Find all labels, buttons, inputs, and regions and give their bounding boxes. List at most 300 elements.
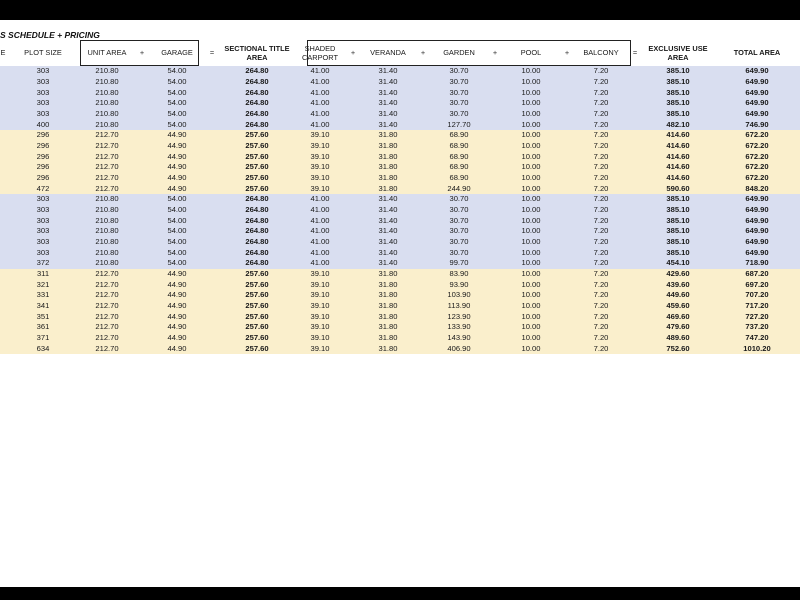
pool-cell: 10.00	[502, 162, 560, 173]
table-row	[0, 119, 800, 130]
operator-spacer-cell	[628, 322, 642, 333]
pool-cell: 10.00	[502, 130, 560, 141]
shaded-carport-cell: 39.10	[294, 343, 346, 354]
operator-spacer-cell	[628, 215, 642, 226]
operator-spacer-cell	[134, 98, 150, 109]
veranda-cell: 31.40	[360, 226, 416, 237]
table-row	[0, 226, 800, 237]
exclusive-use-area-cell: 385.10	[642, 109, 714, 120]
operator-spacer-cell	[628, 290, 642, 301]
operator-spacer-cell	[488, 215, 502, 226]
operator-spacer-cell	[560, 119, 574, 130]
shaded-carport-cell: 39.10	[294, 162, 346, 173]
garden-cell: 30.70	[430, 87, 488, 98]
balcony-cell: 7.20	[574, 322, 628, 333]
operator-spacer-cell	[204, 279, 220, 290]
operator-spacer-cell	[560, 141, 574, 152]
plot-size-cell: 303	[6, 109, 80, 120]
sectional-title-area-cell: 264.80	[220, 215, 294, 226]
operator-spacer-cell	[488, 98, 502, 109]
garden-cell: 30.70	[430, 77, 488, 88]
garden-cell: 83.90	[430, 269, 488, 280]
operator-spacer-cell	[416, 141, 430, 152]
veranda-cell: 31.40	[360, 258, 416, 269]
unit-area-cell: 210.80	[80, 66, 134, 77]
operator-spacer-cell	[488, 119, 502, 130]
operator-spacer-cell	[560, 301, 574, 312]
plot-size-cell: 331	[6, 290, 80, 301]
exclusive-use-area-cell: 385.10	[642, 77, 714, 88]
shaded-carport-cell: 41.00	[294, 205, 346, 216]
veranda-cell: 31.40	[360, 119, 416, 130]
garage-cell: 44.90	[150, 279, 204, 290]
operator-spacer-cell	[204, 247, 220, 258]
veranda-cell: 31.80	[360, 290, 416, 301]
balcony-cell: 7.20	[574, 311, 628, 322]
unit-area-cell: 212.70	[80, 269, 134, 280]
schedule-body	[0, 66, 800, 354]
plot-size-cell: 303	[6, 247, 80, 258]
garden-cell: 406.90	[430, 343, 488, 354]
veranda-cell: 31.80	[360, 162, 416, 173]
operator-spacer-cell	[134, 173, 150, 184]
total-area-cell: 717.20	[714, 301, 800, 312]
operator-spacer-cell	[488, 333, 502, 344]
header-plot-size: PLOT SIZE	[24, 48, 62, 58]
exclusive-use-area-cell: 482.10	[642, 119, 714, 130]
operator-spacer-cell	[488, 205, 502, 216]
balcony-cell: 7.20	[574, 162, 628, 173]
garden-cell: 68.90	[430, 141, 488, 152]
plot-size-cell: 296	[6, 173, 80, 184]
veranda-cell: 31.80	[360, 301, 416, 312]
exclusive-use-area-cell: 414.60	[642, 173, 714, 184]
shaded-carport-cell: 39.10	[294, 269, 346, 280]
operator-spacer-cell	[628, 119, 642, 130]
table-row	[0, 247, 800, 258]
table-row	[0, 151, 800, 162]
operator-spacer-cell	[560, 247, 574, 258]
balcony-cell: 7.20	[574, 141, 628, 152]
exclusive-use-area-cell: 439.60	[642, 279, 714, 290]
operator-spacer-cell	[628, 247, 642, 258]
balcony-cell: 7.20	[574, 290, 628, 301]
operator-spacer-cell	[346, 77, 360, 88]
operator-spacer-cell	[628, 301, 642, 312]
garden-cell: 30.70	[430, 109, 488, 120]
table-row	[0, 290, 800, 301]
balcony-cell: 7.20	[574, 333, 628, 344]
sectional-title-area-cell: 264.80	[220, 237, 294, 248]
table-row	[0, 183, 800, 194]
plot-size-cell: 321	[6, 279, 80, 290]
balcony-cell: 7.20	[574, 173, 628, 184]
plot-size-cell: 351	[6, 311, 80, 322]
table-row	[0, 311, 800, 322]
total-area-cell: 672.20	[714, 130, 800, 141]
table-row	[0, 258, 800, 269]
operator-spacer-cell	[346, 130, 360, 141]
operator-spacer-cell	[416, 173, 430, 184]
pool-cell: 10.00	[502, 98, 560, 109]
operator-spacer-cell	[416, 194, 430, 205]
total-area-cell: 746.90	[714, 119, 800, 130]
garden-cell: 68.90	[430, 162, 488, 173]
operator-spacer-cell	[560, 87, 574, 98]
unit-area-cell: 210.80	[80, 98, 134, 109]
operator-spacer-cell	[134, 109, 150, 120]
plot-size-cell: 303	[6, 226, 80, 237]
exclusive-use-area-cell: 385.10	[642, 66, 714, 77]
garden-cell: 143.90	[430, 333, 488, 344]
shaded-carport-cell: 41.00	[294, 109, 346, 120]
operator-spacer-cell	[346, 269, 360, 280]
veranda-cell: 31.80	[360, 141, 416, 152]
operator-spacer-cell	[134, 333, 150, 344]
operator-spacer-cell	[346, 205, 360, 216]
exclusive-use-area-cell: 414.60	[642, 162, 714, 173]
operator-spacer-cell	[134, 77, 150, 88]
table-row	[0, 130, 800, 141]
unit-area-cell: 210.80	[80, 87, 134, 98]
balcony-cell: 7.20	[574, 343, 628, 354]
operator-spacer-cell	[416, 215, 430, 226]
operator-spacer-cell	[346, 247, 360, 258]
garden-cell: 68.90	[430, 130, 488, 141]
operator-spacer-cell	[204, 333, 220, 344]
total-area-cell: 718.90	[714, 258, 800, 269]
garden-cell: 244.90	[430, 183, 488, 194]
schedule-table	[0, 40, 800, 354]
operator-spacer-cell	[416, 311, 430, 322]
pool-cell: 10.00	[502, 141, 560, 152]
operator-spacer-cell	[560, 77, 574, 88]
veranda-cell: 31.80	[360, 333, 416, 344]
operator-spacer-cell	[204, 215, 220, 226]
operator-spacer-cell	[134, 205, 150, 216]
operator-spacer-cell	[416, 226, 430, 237]
garage-cell: 44.90	[150, 162, 204, 173]
operator-spacer-cell	[346, 141, 360, 152]
header-plus-operator: +	[350, 48, 356, 58]
exclusive-use-area-cell: 385.10	[642, 87, 714, 98]
shaded-carport-cell: 41.00	[294, 119, 346, 130]
sectional-title-area-cell: 257.60	[220, 151, 294, 162]
shaded-carport-cell: 39.10	[294, 151, 346, 162]
plot-size-cell: 296	[6, 162, 80, 173]
operator-spacer-cell	[560, 205, 574, 216]
operator-spacer-cell	[560, 183, 574, 194]
operator-spacer-cell	[134, 301, 150, 312]
pool-cell: 10.00	[502, 311, 560, 322]
operator-spacer-cell	[488, 301, 502, 312]
operator-spacer-cell	[416, 205, 430, 216]
sectional-title-area-cell: 257.60	[220, 290, 294, 301]
operator-spacer-cell	[560, 194, 574, 205]
veranda-cell: 31.40	[360, 109, 416, 120]
operator-spacer-cell	[204, 151, 220, 162]
plot-size-cell: 296	[6, 141, 80, 152]
shaded-carport-cell: 41.00	[294, 247, 346, 258]
garage-cell: 44.90	[150, 141, 204, 152]
balcony-cell: 7.20	[574, 269, 628, 280]
balcony-cell: 7.20	[574, 151, 628, 162]
operator-spacer-cell	[560, 151, 574, 162]
header-plus-operator: +	[564, 48, 570, 58]
sectional-title-area-cell: 264.80	[220, 77, 294, 88]
shaded-carport-cell: 39.10	[294, 141, 346, 152]
table-row	[0, 301, 800, 312]
garden-cell: 99.70	[430, 258, 488, 269]
pool-cell: 10.00	[502, 183, 560, 194]
operator-spacer-cell	[204, 119, 220, 130]
sectional-title-area-cell: 264.80	[220, 66, 294, 77]
operator-spacer-cell	[560, 215, 574, 226]
garage-cell: 54.00	[150, 205, 204, 216]
plot-size-cell: 303	[6, 205, 80, 216]
sectional-title-area-cell: 257.60	[220, 279, 294, 290]
garden-cell: 103.90	[430, 290, 488, 301]
operator-spacer-cell	[134, 290, 150, 301]
operator-spacer-cell	[204, 290, 220, 301]
total-area-cell: 697.20	[714, 279, 800, 290]
operator-spacer-cell	[346, 322, 360, 333]
operator-spacer-cell	[134, 247, 150, 258]
operator-spacer-cell	[560, 290, 574, 301]
total-area-cell: 727.20	[714, 311, 800, 322]
operator-spacer-cell	[346, 162, 360, 173]
sectional-title-area-cell: 257.60	[220, 333, 294, 344]
operator-spacer-cell	[134, 183, 150, 194]
sectional-title-area-cell: 264.80	[220, 258, 294, 269]
table-row	[0, 333, 800, 344]
sectional-title-area-cell: 257.60	[220, 162, 294, 173]
pool-cell: 10.00	[502, 77, 560, 88]
total-area-cell: 649.90	[714, 66, 800, 77]
shaded-carport-cell: 39.10	[294, 333, 346, 344]
shaded-carport-cell: 41.00	[294, 226, 346, 237]
operator-spacer-cell	[488, 87, 502, 98]
operator-spacer-cell	[134, 343, 150, 354]
balcony-cell: 7.20	[574, 279, 628, 290]
operator-spacer-cell	[560, 311, 574, 322]
pool-cell: 10.00	[502, 119, 560, 130]
shaded-carport-cell: 41.00	[294, 66, 346, 77]
pool-cell: 10.00	[502, 279, 560, 290]
operator-spacer-cell	[488, 258, 502, 269]
garage-cell: 44.90	[150, 290, 204, 301]
operator-spacer-cell	[628, 279, 642, 290]
balcony-cell: 7.20	[574, 205, 628, 216]
operator-spacer-cell	[204, 301, 220, 312]
operator-spacer-cell	[560, 343, 574, 354]
garage-cell: 44.90	[150, 183, 204, 194]
page-title: S SCHEDULE + PRICING	[0, 30, 100, 40]
operator-spacer-cell	[560, 98, 574, 109]
pool-cell: 10.00	[502, 226, 560, 237]
table-row	[0, 205, 800, 216]
operator-spacer-cell	[204, 87, 220, 98]
veranda-cell: 31.40	[360, 194, 416, 205]
shaded-carport-cell: 41.00	[294, 194, 346, 205]
garage-cell: 44.90	[150, 311, 204, 322]
garage-cell: 44.90	[150, 151, 204, 162]
operator-spacer-cell	[416, 183, 430, 194]
unit-area-cell: 210.80	[80, 194, 134, 205]
garage-cell: 54.00	[150, 247, 204, 258]
operator-spacer-cell	[628, 269, 642, 280]
balcony-cell: 7.20	[574, 87, 628, 98]
pool-cell: 10.00	[502, 109, 560, 120]
operator-spacer-cell	[416, 130, 430, 141]
exclusive-use-area-cell: 479.60	[642, 322, 714, 333]
total-area-cell: 672.20	[714, 141, 800, 152]
balcony-cell: 7.20	[574, 98, 628, 109]
veranda-cell: 31.40	[360, 66, 416, 77]
operator-spacer-cell	[488, 226, 502, 237]
plot-size-cell: 361	[6, 322, 80, 333]
operator-spacer-cell	[134, 66, 150, 77]
plot-size-cell: 634	[6, 343, 80, 354]
unit-area-cell: 212.70	[80, 141, 134, 152]
sectional-title-area-cell: 257.60	[220, 269, 294, 280]
sectional-title-area-cell: 257.60	[220, 130, 294, 141]
operator-spacer-cell	[204, 269, 220, 280]
exclusive-use-area-cell: 385.10	[642, 215, 714, 226]
garage-cell: 44.90	[150, 130, 204, 141]
operator-spacer-cell	[134, 258, 150, 269]
pool-cell: 10.00	[502, 269, 560, 280]
garden-cell: 133.90	[430, 322, 488, 333]
pool-cell: 10.00	[502, 343, 560, 354]
sectional-title-area-cell: 264.80	[220, 87, 294, 98]
operator-spacer-cell	[134, 194, 150, 205]
veranda-cell: 31.80	[360, 173, 416, 184]
unit-area-cell: 212.70	[80, 162, 134, 173]
shaded-carport-cell: 41.00	[294, 77, 346, 88]
shaded-carport-cell: 39.10	[294, 311, 346, 322]
plot-size-cell: 341	[6, 301, 80, 312]
sectional-title-area-cell: 257.60	[220, 173, 294, 184]
total-area-cell: 649.90	[714, 226, 800, 237]
operator-spacer-cell	[416, 87, 430, 98]
operator-spacer-cell	[628, 162, 642, 173]
total-area-cell: 649.90	[714, 215, 800, 226]
operator-spacer-cell	[628, 77, 642, 88]
unit-area-cell: 210.80	[80, 205, 134, 216]
table-row	[0, 343, 800, 354]
header-plus-operator: +	[420, 48, 426, 58]
operator-spacer-cell	[346, 151, 360, 162]
total-area-cell: 1010.20	[714, 343, 800, 354]
garden-cell: 123.90	[430, 311, 488, 322]
garden-cell: 30.70	[430, 215, 488, 226]
plot-size-cell: 372	[6, 258, 80, 269]
garage-cell: 44.90	[150, 269, 204, 280]
operator-spacer-cell	[628, 226, 642, 237]
operator-spacer-cell	[204, 237, 220, 248]
garage-cell: 54.00	[150, 66, 204, 77]
veranda-cell: 31.40	[360, 215, 416, 226]
operator-spacer-cell	[134, 130, 150, 141]
balcony-cell: 7.20	[574, 247, 628, 258]
garage-cell: 44.90	[150, 333, 204, 344]
table-row	[0, 141, 800, 152]
pool-cell: 10.00	[502, 258, 560, 269]
unit-area-cell: 210.80	[80, 247, 134, 258]
total-area-cell: 649.90	[714, 247, 800, 258]
sectional-title-area-cell: 264.80	[220, 109, 294, 120]
exclusive-use-area-cell: 385.10	[642, 237, 714, 248]
operator-spacer-cell	[346, 98, 360, 109]
operator-spacer-cell	[346, 183, 360, 194]
table-row	[0, 66, 800, 77]
unit-area-cell: 212.70	[80, 301, 134, 312]
operator-spacer-cell	[628, 87, 642, 98]
header-veranda: VERANDA	[370, 48, 406, 58]
shaded-carport-cell: 39.10	[294, 173, 346, 184]
shaded-carport-cell: 41.00	[294, 237, 346, 248]
operator-spacer-cell	[204, 162, 220, 173]
pool-cell: 10.00	[502, 87, 560, 98]
exclusive-use-area-cell: 449.60	[642, 290, 714, 301]
total-area-cell: 707.20	[714, 290, 800, 301]
total-area-cell: 649.90	[714, 87, 800, 98]
garden-cell: 30.70	[430, 194, 488, 205]
operator-spacer-cell	[204, 322, 220, 333]
operator-spacer-cell	[560, 258, 574, 269]
operator-spacer-cell	[628, 98, 642, 109]
operator-spacer-cell	[346, 215, 360, 226]
pool-cell: 10.00	[502, 66, 560, 77]
operator-spacer-cell	[134, 269, 150, 280]
operator-spacer-cell	[204, 77, 220, 88]
operator-spacer-cell	[488, 109, 502, 120]
operator-spacer-cell	[134, 215, 150, 226]
total-area-cell: 737.20	[714, 322, 800, 333]
operator-spacer-cell	[346, 109, 360, 120]
operator-spacer-cell	[628, 194, 642, 205]
operator-spacer-cell	[560, 130, 574, 141]
sectional-title-area-cell: 257.60	[220, 311, 294, 322]
operator-spacer-cell	[416, 162, 430, 173]
garage-cell: 54.00	[150, 87, 204, 98]
balcony-cell: 7.20	[574, 77, 628, 88]
sectional-title-area-cell: 257.60	[220, 343, 294, 354]
operator-spacer-cell	[560, 109, 574, 120]
pool-cell: 10.00	[502, 173, 560, 184]
operator-spacer-cell	[134, 279, 150, 290]
table-row	[0, 98, 800, 109]
total-area-cell: 649.90	[714, 237, 800, 248]
exclusive-use-area-cell: 459.60	[642, 301, 714, 312]
balcony-cell: 7.20	[574, 119, 628, 130]
plot-size-cell: 400	[6, 119, 80, 130]
operator-spacer-cell	[488, 173, 502, 184]
garage-cell: 44.90	[150, 343, 204, 354]
unit-area-cell: 210.80	[80, 215, 134, 226]
balcony-cell: 7.20	[574, 237, 628, 248]
garage-cell: 54.00	[150, 237, 204, 248]
operator-spacer-cell	[628, 66, 642, 77]
operator-spacer-cell	[628, 205, 642, 216]
balcony-cell: 7.20	[574, 258, 628, 269]
balcony-cell: 7.20	[574, 183, 628, 194]
header-balcony: BALCONY	[583, 48, 619, 58]
operator-spacer-cell	[134, 119, 150, 130]
balcony-cell: 7.20	[574, 226, 628, 237]
operator-spacer-cell	[488, 290, 502, 301]
